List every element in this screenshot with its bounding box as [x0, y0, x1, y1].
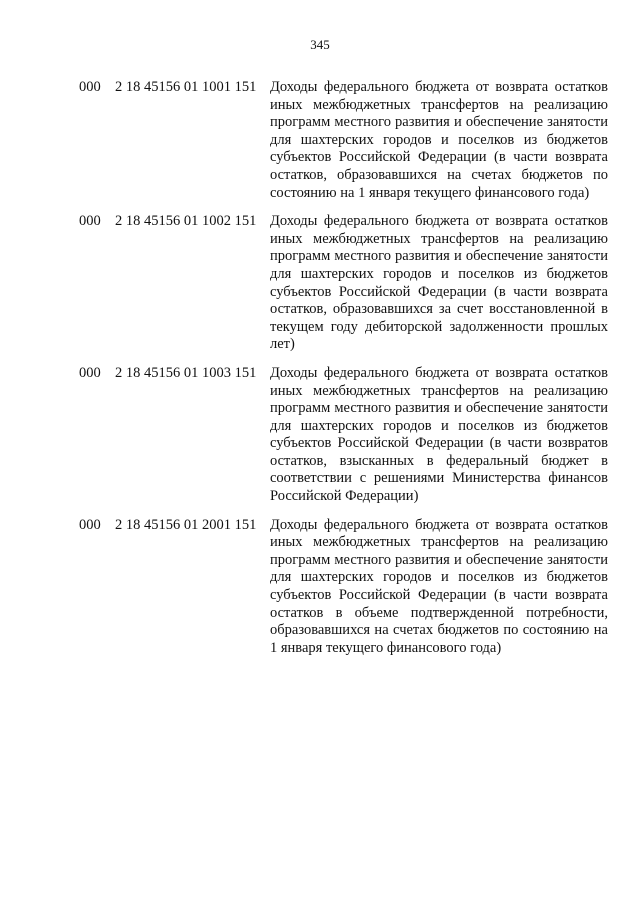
classification-table [0, 79, 640, 668]
table-row [0, 517, 640, 658]
income-description: Доходы федерального бюджета от возврата остатков иных межбюджетных трансфертов на реализацию программ местного развития и обеспечение занятости для шахтерских городов и поселков из бюджетов субъектов Российской Федерации (в части возврата остатков, образовавшихся на счетах бюджетов по состоянию на 1 января текущего финансового года) [270, 79, 608, 201]
page-number: 345 [310, 37, 330, 52]
admin-code: 000 [79, 516, 101, 533]
budget-classification-code: 2 18 45156 01 1003 151 [115, 364, 257, 381]
income-description: Доходы федерального бюджета от возврата остатков иных межбюджетных трансфертов на реализацию программ местного развития и обеспечение занятости для шахтерских городов и поселков из бюджетов субъектов Российской Федерации (в части возврата остатков, образовавшихся за счет восстановленной в текущем году дебиторской задолженности прошлых лет) [270, 213, 608, 353]
table-row [0, 213, 640, 354]
admin-code: 000 [79, 213, 101, 230]
income-description: Доходы федерального бюджета от возврата остатков иных межбюджетных трансфертов на реализацию программ местного развития и обеспечение занятости для шахтерских городов и поселков из бюджетов субъектов Российской Федерации (в части возвратов остатков, взысканных в федеральный бюджет в соответствии с решениями Министерства финансов Российской Федерации) [270, 364, 608, 505]
income-description: Доходы федерального бюджета от возврата остатков иных межбюджетных трансфертов на реализацию программ местного развития и обеспечение занятости для шахтерских городов и поселков из бюджетов субъектов Российской Федерации (в части возврата остатков в объеме подтвержденной потребности, образовавшихся на счетах бюджетов по состоянию на 1 января текущего финансового года) [270, 516, 608, 656]
budget-classification-code: 2 18 45156 01 1002 151 [115, 213, 257, 230]
budget-classification-code: 2 18 45156 01 1001 151 [115, 79, 257, 95]
table-row [0, 79, 640, 202]
admin-code: 000 [79, 364, 101, 381]
budget-classification-code: 2 18 45156 01 2001 151 [115, 516, 257, 533]
admin-code: 000 [79, 79, 101, 95]
table-row [0, 365, 640, 506]
